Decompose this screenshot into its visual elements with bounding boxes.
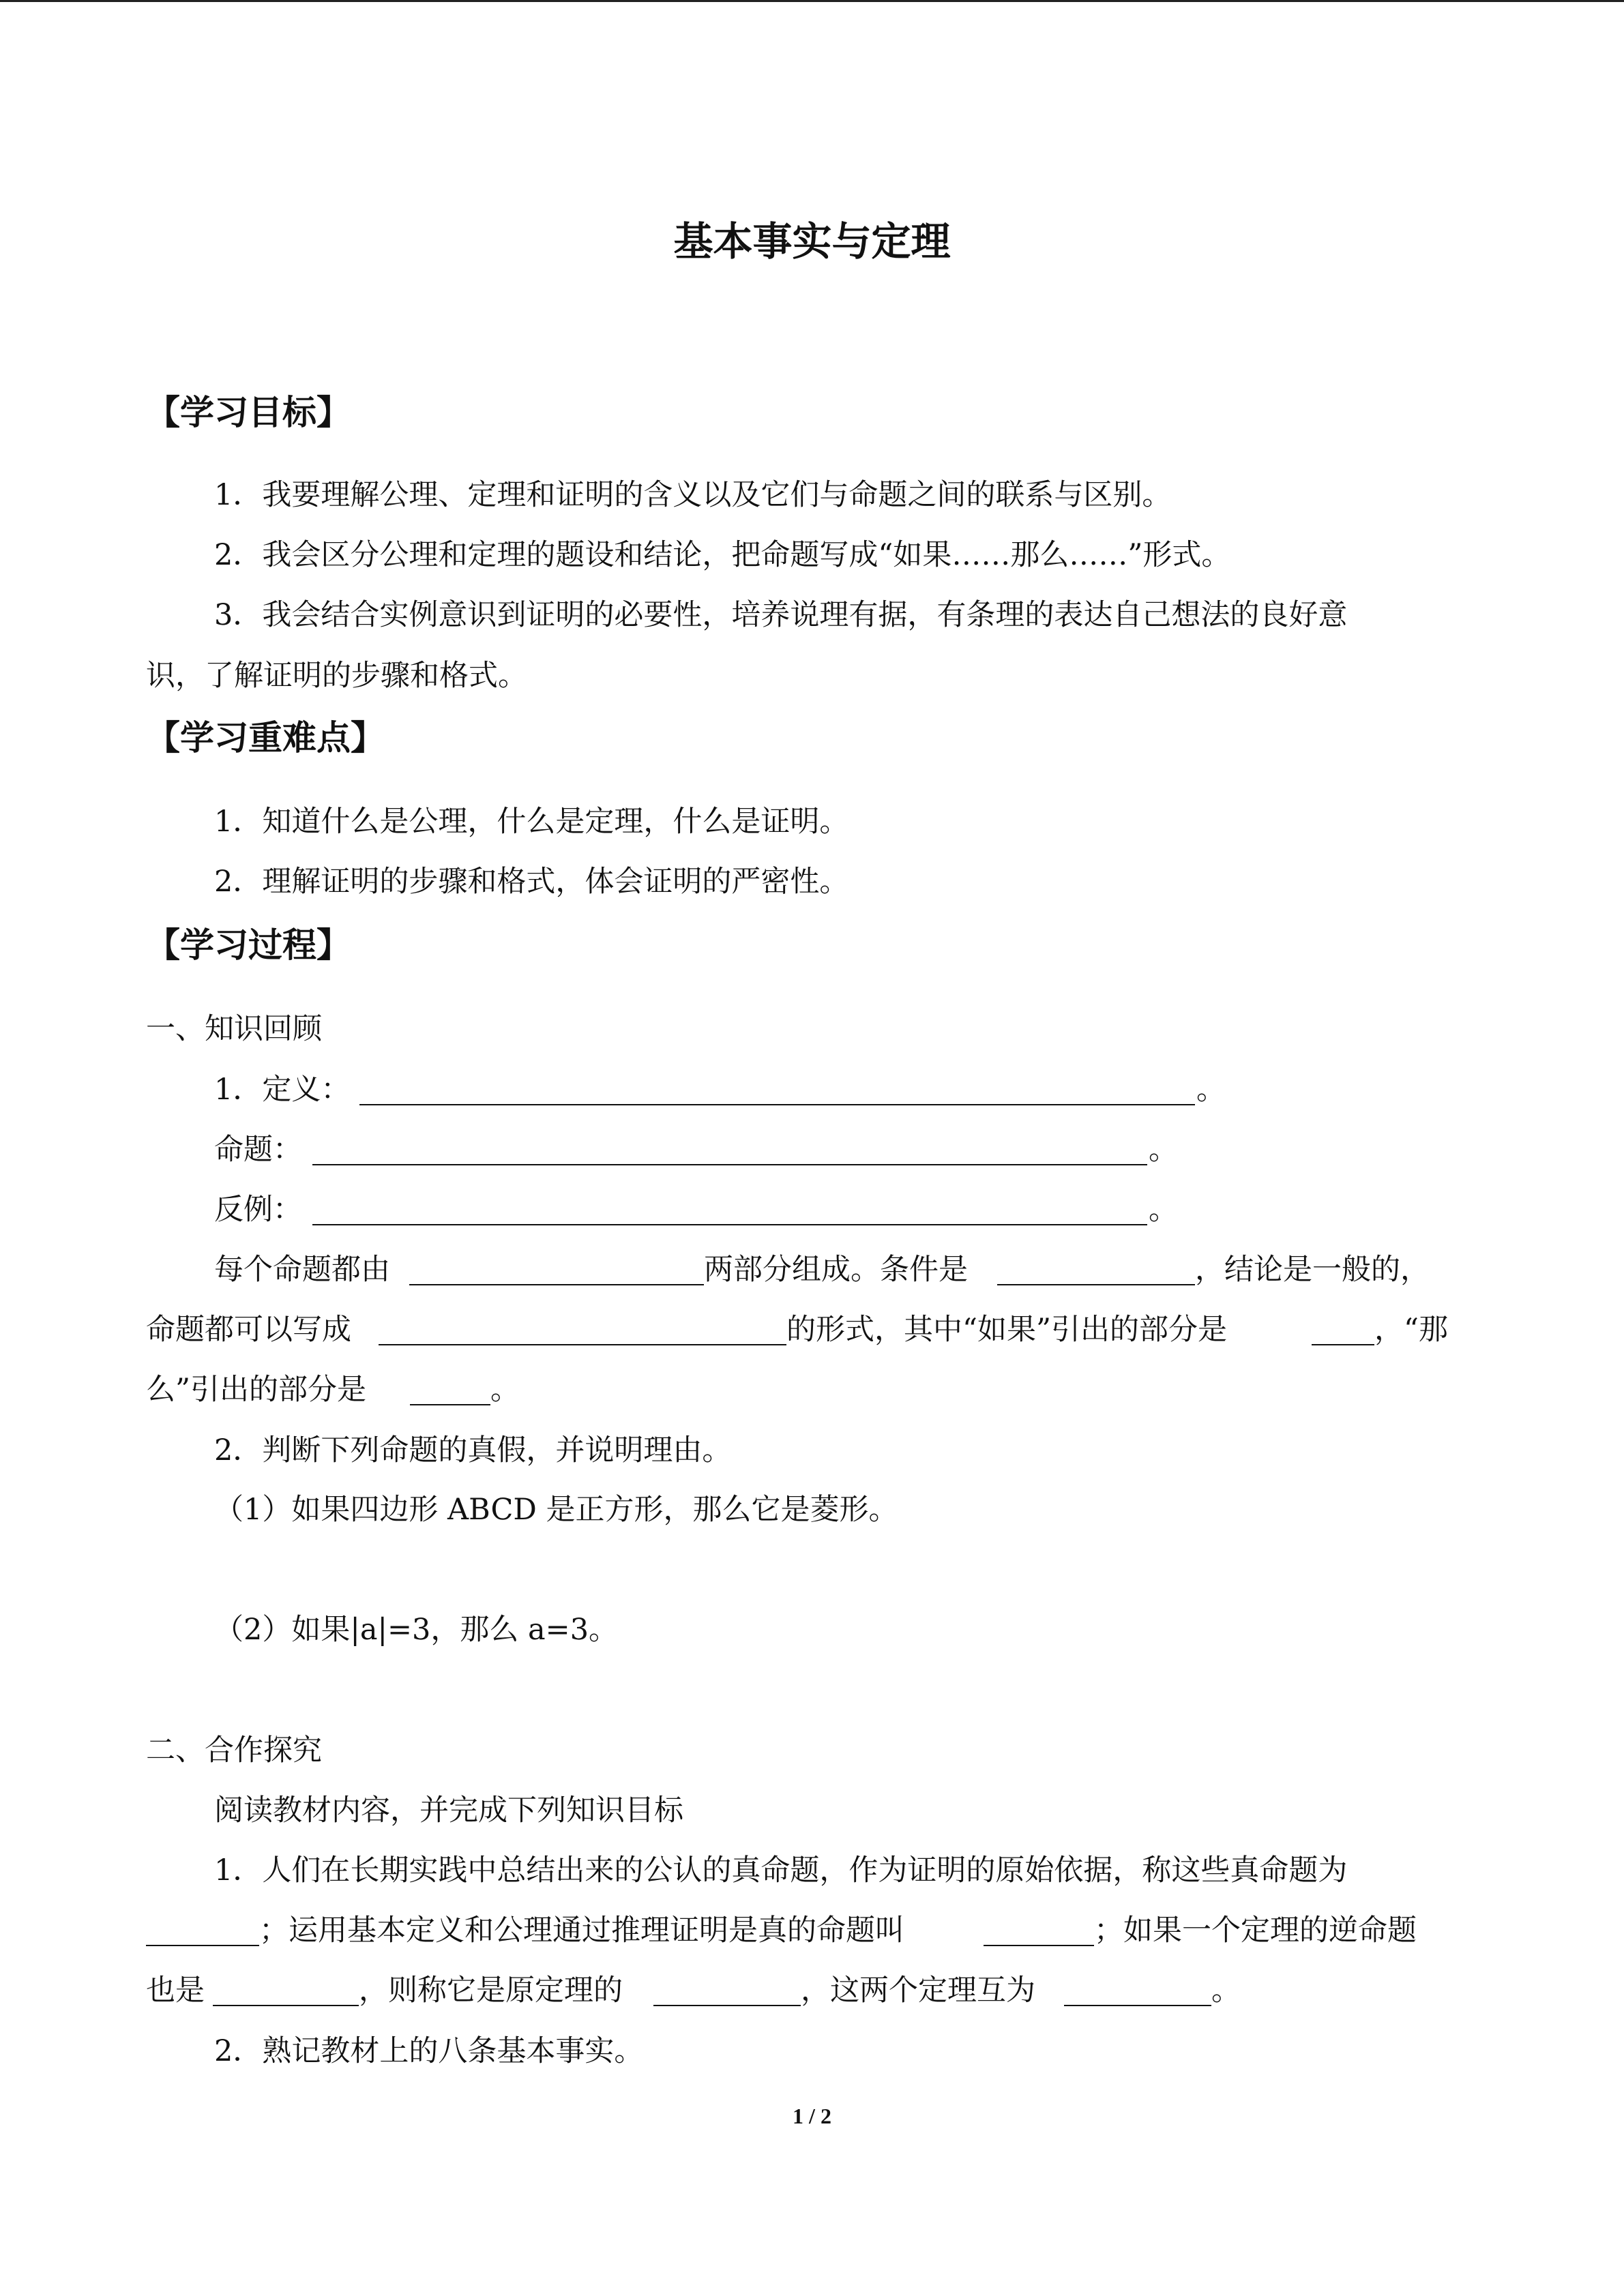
key-point-item-2: 2．理解证明的步骤和格式，体会证明的严密性。	[214, 865, 849, 899]
fill-line-c-part1: 么”引出的部分是	[146, 1373, 366, 1407]
objectives-heading: 【学习目标】	[146, 393, 351, 432]
converse-true-blank[interactable]	[213, 2005, 359, 2006]
page-title: 基本事实与定理	[673, 218, 951, 265]
objective-item-1: 1．我要理解公理、定理和证明的含义以及它们与命题之间的联系与区别。	[214, 478, 1172, 512]
then-part-blank[interactable]	[410, 1404, 490, 1405]
condition-blank[interactable]	[997, 1284, 1195, 1285]
fill-line-c-part2: 。	[490, 1373, 520, 1407]
cooperation-item-2: 2．熟记教材上的八条基本事实。	[214, 2034, 644, 2068]
proposition-period: 。	[1149, 1133, 1178, 1167]
fill-line-a-part3: ，结论是一般的，	[1195, 1253, 1430, 1287]
process-heading: 【学习过程】	[146, 925, 351, 965]
cooperation-item-1-line2b: ；如果一个定理的逆命题	[1094, 1913, 1417, 1948]
cooperation-item-1-line3c: ，这两个定理互为	[801, 1973, 1035, 2008]
definition-label: 1．定义：	[214, 1073, 351, 1107]
question-2: 2．判断下列命题的真假，并说明理由。	[214, 1433, 732, 1467]
theorem-blank[interactable]	[984, 1945, 1094, 1946]
fill-line-b-part2: 的形式，其中“如果”引出的部分是	[786, 1313, 1227, 1347]
definition-period: 。	[1196, 1073, 1226, 1107]
parts-blank[interactable]	[409, 1284, 704, 1285]
cooperation-item-1-line3a: 也是	[146, 1973, 205, 2008]
cooperation-item-1-line3b: ，则称它是原定理的	[359, 1973, 623, 2008]
cooperation-item-1-line1: 1．人们在长期实践中总结出来的公认的真命题，作为证明的原始依据，称这些真命题为	[214, 1853, 1348, 1888]
fill-line-a-part2: 两部分组成。条件是	[704, 1253, 968, 1287]
key-points-heading: 【学习重难点】	[146, 718, 385, 758]
objective-item-3-cont: 识，了解证明的步骤和格式。	[146, 659, 527, 693]
page-number: 1 / 2	[793, 2104, 831, 2128]
definition-blank[interactable]	[359, 1104, 1195, 1105]
fill-line-b-part3: ，“那	[1374, 1313, 1448, 1347]
question-2-2: （2）如果|a|=3，那么 a=3。	[214, 1613, 619, 1647]
axiom-blank[interactable]	[146, 1945, 259, 1946]
proposition-label: 命题：	[214, 1133, 302, 1167]
key-point-item-1: 1．知道什么是公理，什么是定理，什么是证明。	[214, 805, 849, 839]
cooperation-title: 二、合作探究	[146, 1733, 322, 1768]
if-part-blank[interactable]	[1312, 1344, 1374, 1345]
cooperation-item-1-line2a: ；运用基本定义和公理通过推理证明是真的命题叫	[259, 1913, 904, 1948]
proposition-blank[interactable]	[312, 1164, 1147, 1165]
mutual-inverse-blank[interactable]	[1064, 2005, 1211, 2006]
fill-line-a-part1: 每个命题都由	[214, 1253, 390, 1287]
cooperation-intro: 阅读教材内容，并完成下列知识目标	[214, 1793, 683, 1828]
inverse-theorem-blank[interactable]	[653, 2005, 801, 2006]
counterexample-period: 。	[1149, 1193, 1178, 1227]
fill-line-b-part1: 命题都可以写成	[146, 1313, 351, 1347]
review-title: 一、知识回顾	[146, 1012, 322, 1046]
top-border	[0, 0, 1624, 2]
counterexample-blank[interactable]	[312, 1224, 1147, 1225]
cooperation-item-1-line3d: 。	[1211, 1973, 1241, 2008]
question-2-1: （1）如果四边形 ABCD 是正方形，那么它是菱形。	[214, 1493, 898, 1527]
form-blank[interactable]	[379, 1344, 786, 1345]
counterexample-label: 反例：	[214, 1193, 302, 1227]
objective-item-2: 2．我会区分公理和定理的题设和结论，把命题写成“如果……那么……”形式。	[214, 538, 1231, 572]
objective-item-3: 3．我会结合实例意识到证明的必要性，培养说理有据，有条理的表达自己想法的良好意	[214, 598, 1348, 632]
